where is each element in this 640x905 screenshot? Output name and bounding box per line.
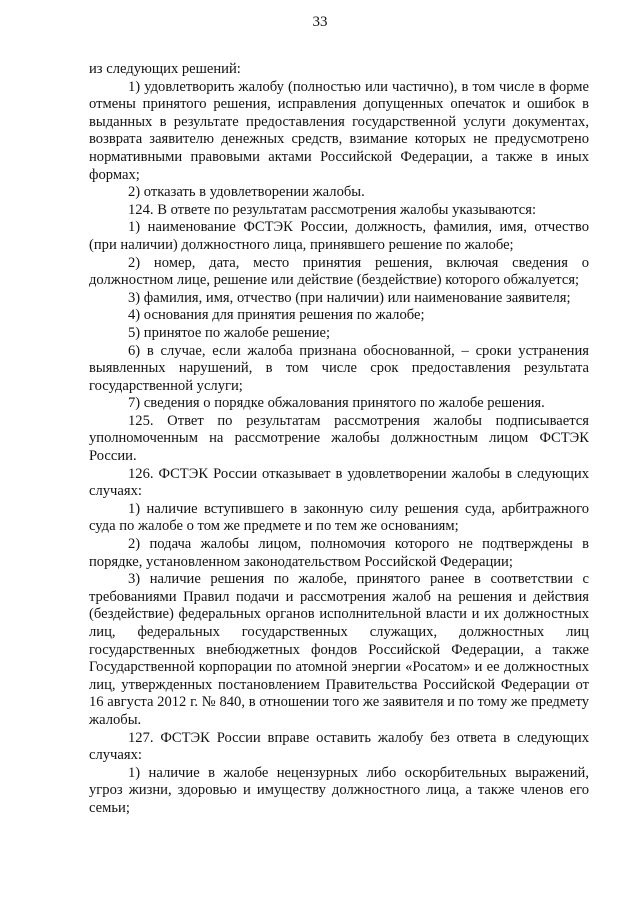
paragraph: 2) номер, дата, место принятия решения, включая сведения о должностном лице, решение или действие (бездействие) которого обжалуется; xyxy=(89,254,589,289)
page-number: 33 xyxy=(312,14,328,30)
paragraph: 1) наличие в жалобе нецензурных либо оскорбительных выражений, угроз жизни, здоровью и имуществу должностного лица, а также членов его семьи; xyxy=(89,764,589,816)
body-text xyxy=(89,61,589,818)
paragraph: 1) наименование ФСТЭК России, должность, фамилия, имя, отчество (при наличии) должностного лица, принявшего решение по жалобе; xyxy=(89,219,589,253)
paragraph: 126. ФСТЭК России отказывает в удовлетворении жалобы в следующих случаях: xyxy=(89,465,589,500)
paragraph: 127. ФСТЭК России вправе оставить жалобу без ответа в следующих случаях: xyxy=(89,729,589,764)
paragraph: 124. В ответе по результатам рассмотрения жалобы указываются: xyxy=(128,201,537,218)
paragraph: из следующих решений: xyxy=(89,61,241,77)
paragraph: 1) удовлетворить жалобу (полностью или частично), в том числе в форме отмены принятого решения, исправления допущенных опечаток и ошибок в выданных в результате предоставления государственной услуги документах, возврата заявителю денежных средств, взимание которых не предусмотрено нормативными правовыми актами Российской Федерации, а также в иных формах; xyxy=(89,78,589,183)
paragraph: 6) в случае, если жалоба признана обоснованной, – сроки устранения выявленных нарушений, в том числе срок предоставления результата государственной услуги; xyxy=(89,342,589,394)
paragraph: 3) фамилия, имя, отчество (при наличии) или наименование заявителя; xyxy=(128,289,571,306)
paragraph: 7) сведения о порядке обжалования принятого по жалобе решения. xyxy=(128,395,545,412)
paragraph: 2) отказать в удовлетворении жалобы. xyxy=(128,184,365,201)
paragraph: 125. Ответ по результатам рассмотрения жалобы подписывается уполномоченным на рассмотрение жалобы должностным лицом ФСТЭК России. xyxy=(89,412,589,465)
paragraph: 2) подача жалобы лицом, полномочия которого не подтверждены в порядке, установленном законодательством Российской Федерации; xyxy=(89,536,589,570)
paragraph: 1) наличие вступившего в законную силу решения суда, арбитражного суда по жалобе о том же предмете и по тем же основаниям; xyxy=(89,500,589,535)
paragraph: 5) принятое по жалобе решение; xyxy=(128,324,331,341)
paragraph: 4) основания для принятия решения по жалобе; xyxy=(128,307,425,324)
paragraph: 3) наличие решения по жалобе, принятого ранее в соответствии с требованиями Правил подачи и рассмотрения жалоб на решения и действия (бездействие) федеральных органов исполнительной власти и их должностных лиц, федеральных государственных служащих, должностных лиц государственных внебюджетных фондов Российской Федерации, а также Государственной корпорации по атомной энергии «Росатом» и ее должностных лиц, утвержденных постановлением Правительства Российской Федерации от 16 августа 2012 г. № 840, в отношении того же заявителя и по тому же предмету жалобы. xyxy=(89,571,589,728)
